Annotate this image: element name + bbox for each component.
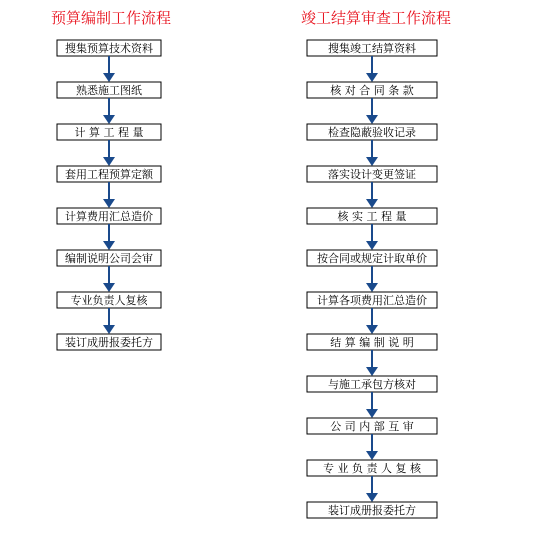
right-flow-arrow-6	[366, 266, 378, 292]
right-flow-step-label: 核 对 合 同 条 款	[330, 84, 414, 97]
right-flow-arrow-head	[366, 115, 378, 124]
right-flow-arrow-head	[366, 451, 378, 460]
left-flow-step-label: 计 算 工 程 量	[74, 126, 144, 139]
left-flow-step-label: 装订成册报委托方	[65, 336, 153, 349]
left-flow-arrow-7	[103, 308, 115, 334]
left-flow-step-1	[57, 40, 161, 56]
right-flow-arrow-head	[366, 325, 378, 334]
right-flow-step-label: 按合同或规定计取单价	[317, 252, 427, 265]
left-flow-arrow-head	[103, 325, 115, 334]
right-flow-arrow-9	[366, 392, 378, 418]
right-flow-step-3	[307, 124, 437, 140]
right-flow-arrow-10	[366, 434, 378, 460]
right-flow-step-5	[307, 208, 437, 224]
left-flow-step-label: 套用工程预算定额	[65, 168, 153, 181]
right-flow-arrow-head	[366, 199, 378, 208]
left-flow-step-label: 专业负责人复核	[70, 294, 148, 307]
right-flow-step-label: 结 算 编 制 说 明	[330, 336, 414, 349]
right-flow-step-label: 计算各项费用汇总造价	[317, 294, 427, 307]
right-flow-step-label: 专 业 负 责 人 复 核	[323, 462, 421, 475]
right-flow-arrow-head	[366, 367, 378, 376]
left-flow-arrow-2	[103, 98, 115, 124]
right-flow-step-label: 检查隐蔽验收记录	[328, 126, 416, 139]
right-flow-step-label: 与施工承包方核对	[328, 378, 416, 391]
right-flow-arrow-head	[366, 157, 378, 166]
right-flow-step-8	[307, 334, 437, 350]
right-flow-step-label: 落实设计变更签证	[328, 168, 416, 181]
left-flow-arrow-4	[103, 182, 115, 208]
left-flow-step-label: 搜集预算技术资料	[65, 42, 153, 55]
right-flow-step-4	[307, 166, 437, 182]
left-flow-step-7	[57, 292, 161, 308]
left-flow-arrow-1	[103, 56, 115, 82]
right-flow-step-label: 核 实 工 程 量	[337, 210, 407, 223]
right-flow-step-12	[307, 502, 437, 518]
right-flow-arrow-head	[366, 241, 378, 250]
left-flow-step-label: 熟悉施工图纸	[76, 84, 142, 97]
left-flow-title: 预算编制工作流程	[51, 9, 172, 27]
right-flow-step-9	[307, 376, 437, 392]
left-flow-step-8	[57, 334, 161, 350]
right-flow-arrow-5	[366, 224, 378, 250]
right-flow-arrow-3	[366, 140, 378, 166]
left-flow-arrow-head	[103, 241, 115, 250]
right-flow-step-1	[307, 40, 437, 56]
left-flow-step-label: 编制说明公司会审	[65, 252, 153, 265]
right-flow-arrow-11	[366, 476, 378, 502]
right-flow-arrow-1	[366, 56, 378, 82]
left-flow-arrow-3	[103, 140, 115, 166]
right-flow-arrow-head	[366, 283, 378, 292]
left-flow-step-4	[57, 166, 161, 182]
right-flow-step-10	[307, 418, 437, 434]
left-flow-step-3	[57, 124, 161, 140]
right-flow-title: 竣工结算审查工作流程	[301, 9, 452, 27]
right-flow-step-label: 装订成册报委托方	[328, 504, 416, 517]
right-flow-arrow-8	[366, 350, 378, 376]
right-flow-arrow-head	[366, 409, 378, 418]
left-flow-arrow-head	[103, 157, 115, 166]
right-flow-step-6	[307, 250, 437, 266]
right-flow-step-label: 搜集竣工结算资料	[328, 42, 416, 55]
right-flow-arrow-head	[366, 493, 378, 502]
right-flow-step-7	[307, 292, 437, 308]
left-flow-arrow-6	[103, 266, 115, 292]
right-flow-arrow-head	[366, 73, 378, 82]
left-flow-step-2	[57, 82, 161, 98]
right-flow-arrow-7	[366, 308, 378, 334]
left-flow-arrow-head	[103, 115, 115, 124]
right-flow-arrow-2	[366, 98, 378, 124]
left-flow-arrow-head	[103, 283, 115, 292]
right-flow-step-11	[307, 460, 437, 476]
right-flow-arrow-4	[366, 182, 378, 208]
left-flow-arrow-5	[103, 224, 115, 250]
left-flow-step-5	[57, 208, 161, 224]
left-flow-arrow-head	[103, 199, 115, 208]
left-flow-step-label: 计算费用汇总造价	[65, 210, 153, 223]
left-flow-arrow-head	[103, 73, 115, 82]
right-flow-step-label: 公 司 内 部 互 审	[330, 420, 414, 433]
left-flow-step-6	[57, 250, 161, 266]
right-flow-step-2	[307, 82, 437, 98]
